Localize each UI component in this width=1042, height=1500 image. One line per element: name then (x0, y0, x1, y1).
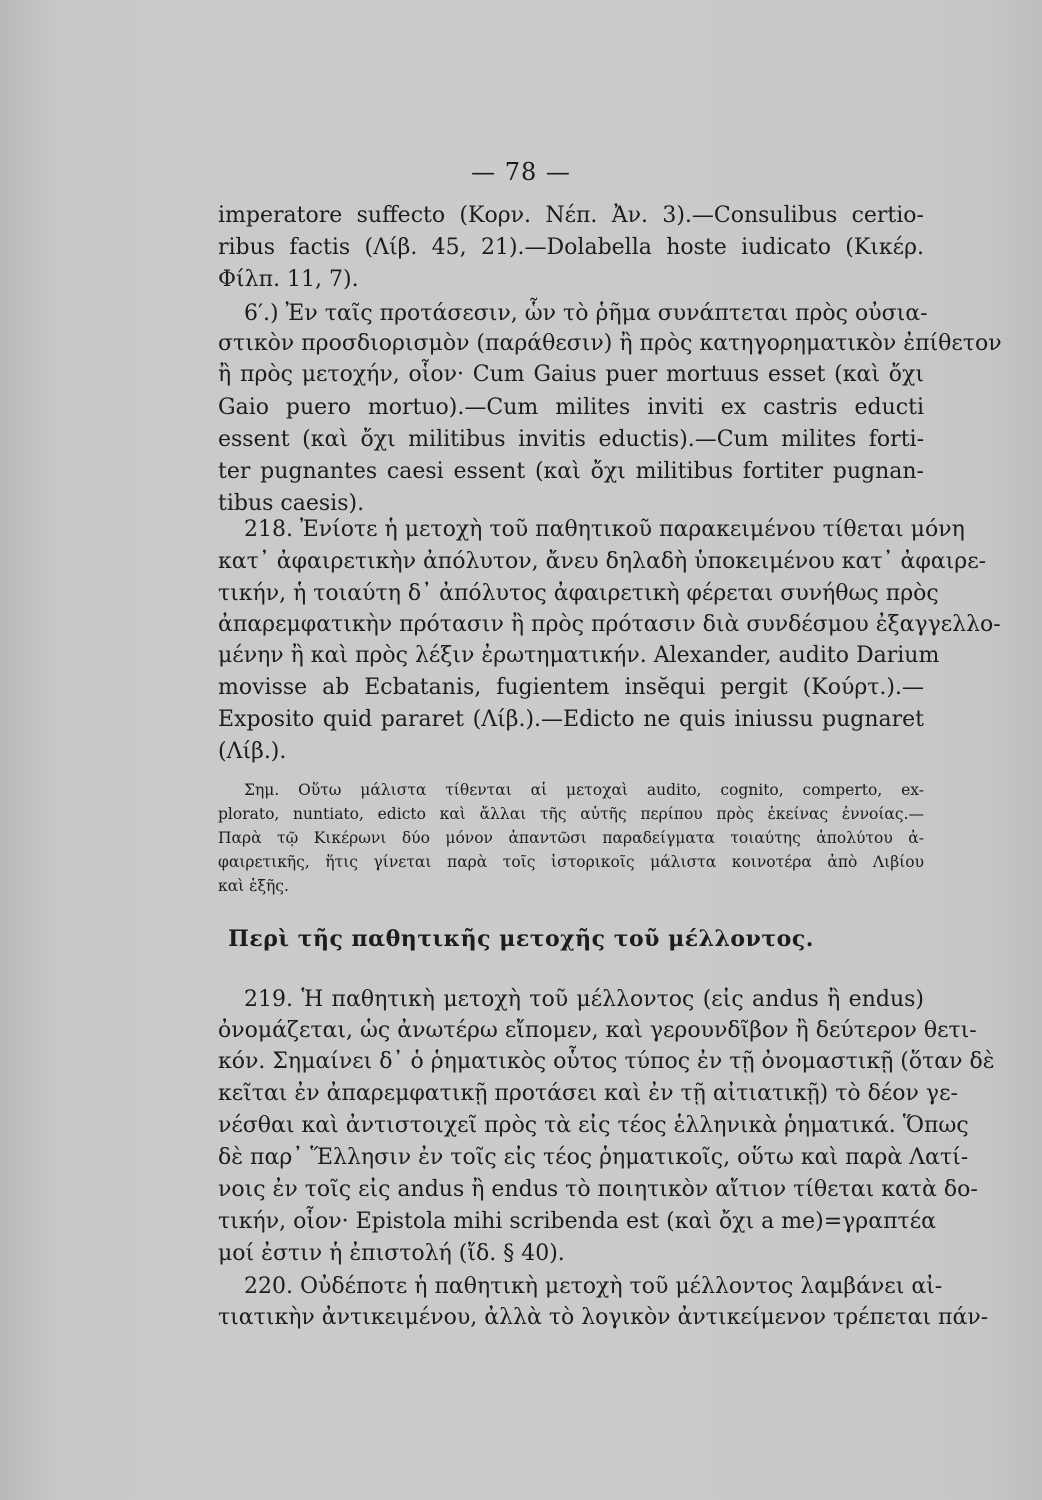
text-line: τικήν, οἷον· Epistola mihi scribenda est (καὶ ὄχι a me)=γραπτέα (218, 1209, 936, 1234)
text-line: movisse ab Ecbatanis, fugientem insĕqui pergit (Κούρτ.).— (218, 675, 924, 700)
text-line: 219. Ἡ παθητικὴ μετοχὴ τοῦ μέλλοντος (εἰς andus ἢ endus) (244, 987, 924, 1012)
text-line: ter pugnantes caesi essent (καὶ ὄχι militibus fortiter pugnan- (218, 459, 924, 484)
note-line: καὶ ἑξῆς. (218, 877, 289, 895)
text-line: κόν. Σημαίνει δ᾽ ὁ ῥηματικὸς οὗτος τύπος ἐν τῇ ὀνομαστικῇ (ὅταν δὲ (218, 1049, 995, 1074)
text-line: 6′.) Ἐν ταῖς προτάσεσιν, ὧν τὸ ῥῆμα συνάπτεται πρὸς οὐσια- (244, 301, 928, 326)
text-line: κεῖται ἐν ἀπαρεμφατικῇ προτάσει καὶ ἐν τῇ αἰτιατικῇ) τὸ δέον γε- (218, 1081, 958, 1106)
text-line: μένην ἢ καὶ πρὸς λέξιν ἐρωτηματικήν. Alexander, audito Darium (218, 643, 940, 668)
text-line: imperatore suffecto (Κορν. Νέπ. Ἀν. 3).—Consulibus certio- (218, 203, 924, 228)
note-line: φαιρετικῆς, ἥτις γίνεται παρὰ τοῖς ἱστορικοῖς μάλιστα κοινοτέρα ἀπὸ Λιβίου (218, 853, 924, 871)
text-line: δὲ παρ᾽ Ἕλλησιν ἐν τοῖς εἰς τέος ῥηματικοῖς, οὕτω καὶ παρὰ Λατί- (218, 1145, 969, 1170)
text-line: τικήν, ἡ τοιαύτη δ᾽ ἀπόλυτος ἀφαιρετικὴ φέρεται συνήθως πρὸς (218, 581, 939, 606)
note-line: Παρὰ τῷ Κικέρωνι δύο μόνον ἀπαντῶσι παραδείγματα τοιαύτης ἀπολύτου ἀ- (218, 829, 924, 847)
text-line: ἢ πρὸς μετοχήν, οἷον· Cum Gaius puer mortuus esset (καὶ ὄχι (218, 362, 924, 387)
text-line: essent (καὶ ὄχι militibus invitis eductis).—Cum milites forti- (218, 427, 924, 452)
text-line: (Λίβ.). (218, 739, 287, 764)
note-line: Σημ. Οὕτω μάλιστα τίθενται αἱ μετοχαὶ audito, cognito, comperto, ex- (244, 781, 924, 799)
text-line: 218. Ἐνίοτε ἡ μετοχὴ τοῦ παθητικοῦ παρακειμένου τίθεται μόνη (244, 517, 965, 542)
section-heading: Περὶ τῆς παθητικῆς μετοχῆς τοῦ μέλλοντος. (228, 926, 814, 952)
text-line: ἀπαρεμφατικὴν πρότασιν ἢ πρὸς πρότασιν διὰ συνδέσμου ἐξαγγελλο- (218, 612, 1001, 637)
text-line: 220. Οὐδέποτε ἡ παθητικὴ μετοχὴ τοῦ μέλλοντος λαμβάνει αἰ- (244, 1274, 943, 1299)
text-line: ribus factis (Λίβ. 45, 21).—Dolabella hoste iudicato (Κικέρ. (218, 235, 924, 260)
text-line: μοί ἐστιν ἡ ἐπιστολή (ἴδ. § 40). (218, 1241, 565, 1266)
text-line: Exposito quid pararet (Λίβ.).—Edicto ne quis iniussu pugnaret (218, 707, 924, 732)
text-line: ὀνομάζεται, ὡς ἀνωτέρω εἴπομεν, καὶ γερουνδῖβον ἢ δεύτερον θετι- (218, 1018, 977, 1043)
text-line: Φίλπ. 11, 7). (218, 267, 359, 292)
text-line: τιατικὴν ἀντικειμένου, ἀλλὰ τὸ λογικὸν ἀντικείμενον τρέπεται πάν- (218, 1305, 989, 1330)
text-line: Gaio puero mortuo).—Cum milites inviti ex castris educti (218, 395, 924, 420)
page-number: — 78 — (471, 158, 571, 186)
text-line: tibus caesis). (218, 491, 365, 516)
text-line: νοις ἐν τοῖς εἰς andus ἢ endus τὸ ποιητικὸν αἴτιον τίθεται κατὰ δο- (218, 1177, 978, 1202)
text-line: νέσθαι καὶ ἀντιστοιχεῖ πρὸς τὰ εἰς τέος ἑλληνικὰ ῥηματικά. Ὅπως (218, 1113, 969, 1138)
text-line: κατ᾽ ἀφαιρετικὴν ἀπόλυτον, ἄνευ δηλαδὴ ὑποκειμένου κατ᾽ ἀφαιρε- (218, 549, 987, 574)
note-line: plorato, nuntiato, edicto καὶ ἄλλαι τῆς αὐτῆς περίπου πρὸς ἐκείνας ἐννοίας.— (218, 805, 924, 823)
text-line: στικὸν προσδιορισμὸν (παράθεσιν) ἢ πρὸς κατηγορηματικὸν ἐπίθετον (218, 331, 1002, 356)
